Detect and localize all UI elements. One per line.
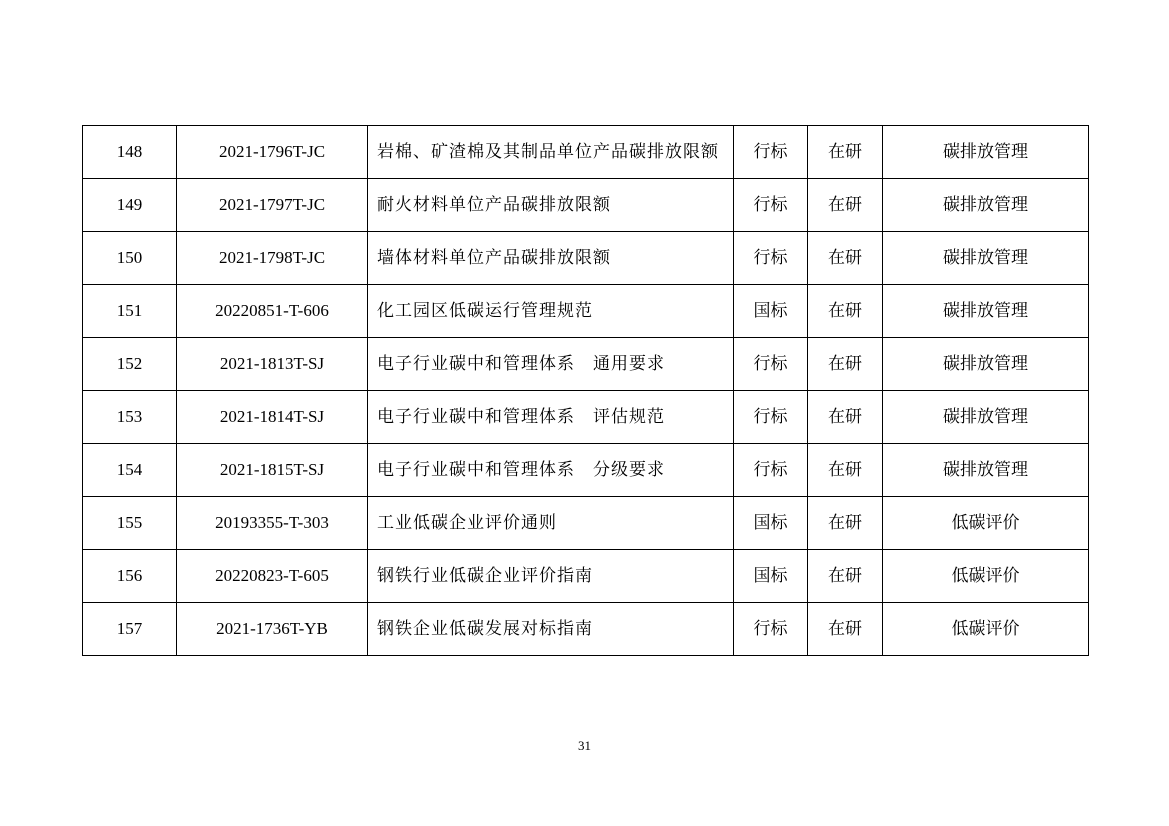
row-level: 行标 bbox=[734, 126, 808, 179]
table-row bbox=[83, 285, 1089, 338]
row-level: 国标 bbox=[734, 497, 808, 550]
row-level: 行标 bbox=[734, 444, 808, 497]
row-category: 低碳评价 bbox=[883, 497, 1089, 550]
row-plan-number: 2021-1797T-JC bbox=[177, 179, 368, 232]
row-standard-name: 工业低碳企业评价通则 bbox=[368, 497, 734, 550]
row-status: 在研 bbox=[808, 126, 883, 179]
row-status: 在研 bbox=[808, 285, 883, 338]
table-row bbox=[83, 497, 1089, 550]
row-standard-name: 钢铁行业低碳企业评价指南 bbox=[368, 550, 734, 603]
row-category: 碳排放管理 bbox=[883, 126, 1089, 179]
row-plan-number: 2021-1796T-JC bbox=[177, 126, 368, 179]
row-standard-name: 电子行业碳中和管理体系 评估规范 bbox=[368, 391, 734, 444]
row-plan-number: 20193355-T-303 bbox=[177, 497, 368, 550]
table-row bbox=[83, 603, 1089, 656]
row-level: 国标 bbox=[734, 550, 808, 603]
row-category: 碳排放管理 bbox=[883, 232, 1089, 285]
row-level: 行标 bbox=[734, 603, 808, 656]
row-seq: 156 bbox=[83, 550, 177, 603]
row-level: 行标 bbox=[734, 391, 808, 444]
table-row bbox=[83, 179, 1089, 232]
row-standard-name: 岩棉、矿渣棉及其制品单位产品碳排放限额 bbox=[368, 126, 734, 179]
row-category: 碳排放管理 bbox=[883, 179, 1089, 232]
table-row bbox=[83, 550, 1089, 603]
row-category: 碳排放管理 bbox=[883, 285, 1089, 338]
row-plan-number: 2021-1736T-YB bbox=[177, 603, 368, 656]
standards-table bbox=[82, 125, 1089, 656]
row-category: 碳排放管理 bbox=[883, 391, 1089, 444]
page-number: 31 bbox=[578, 738, 591, 753]
row-seq: 151 bbox=[83, 285, 177, 338]
row-standard-name: 电子行业碳中和管理体系 分级要求 bbox=[368, 444, 734, 497]
row-plan-number: 20220851-T-606 bbox=[177, 285, 368, 338]
row-status: 在研 bbox=[808, 603, 883, 656]
row-status: 在研 bbox=[808, 444, 883, 497]
row-status: 在研 bbox=[808, 179, 883, 232]
row-seq: 154 bbox=[83, 444, 177, 497]
row-level: 国标 bbox=[734, 285, 808, 338]
row-plan-number: 2021-1814T-SJ bbox=[177, 391, 368, 444]
row-category: 碳排放管理 bbox=[883, 338, 1089, 391]
row-seq: 149 bbox=[83, 179, 177, 232]
row-seq: 150 bbox=[83, 232, 177, 285]
table-row bbox=[83, 126, 1089, 179]
row-level: 行标 bbox=[734, 179, 808, 232]
row-status: 在研 bbox=[808, 338, 883, 391]
row-status: 在研 bbox=[808, 391, 883, 444]
row-level: 行标 bbox=[734, 338, 808, 391]
row-level: 行标 bbox=[734, 232, 808, 285]
row-category: 低碳评价 bbox=[883, 603, 1089, 656]
row-plan-number: 20220823-T-605 bbox=[177, 550, 368, 603]
row-category: 低碳评价 bbox=[883, 550, 1089, 603]
row-seq: 153 bbox=[83, 391, 177, 444]
table-row bbox=[83, 232, 1089, 285]
row-status: 在研 bbox=[808, 550, 883, 603]
table-row bbox=[83, 338, 1089, 391]
row-plan-number: 2021-1815T-SJ bbox=[177, 444, 368, 497]
row-standard-name: 钢铁企业低碳发展对标指南 bbox=[368, 603, 734, 656]
row-seq: 148 bbox=[83, 126, 177, 179]
table-row bbox=[83, 444, 1089, 497]
row-plan-number: 2021-1813T-SJ bbox=[177, 338, 368, 391]
row-category: 碳排放管理 bbox=[883, 444, 1089, 497]
row-seq: 155 bbox=[83, 497, 177, 550]
row-status: 在研 bbox=[808, 497, 883, 550]
row-standard-name: 墙体材料单位产品碳排放限额 bbox=[368, 232, 734, 285]
row-standard-name: 耐火材料单位产品碳排放限额 bbox=[368, 179, 734, 232]
table-row bbox=[83, 391, 1089, 444]
row-plan-number: 2021-1798T-JC bbox=[177, 232, 368, 285]
row-standard-name: 电子行业碳中和管理体系 通用要求 bbox=[368, 338, 734, 391]
row-standard-name: 化工园区低碳运行管理规范 bbox=[368, 285, 734, 338]
row-seq: 157 bbox=[83, 603, 177, 656]
row-status: 在研 bbox=[808, 232, 883, 285]
row-seq: 152 bbox=[83, 338, 177, 391]
